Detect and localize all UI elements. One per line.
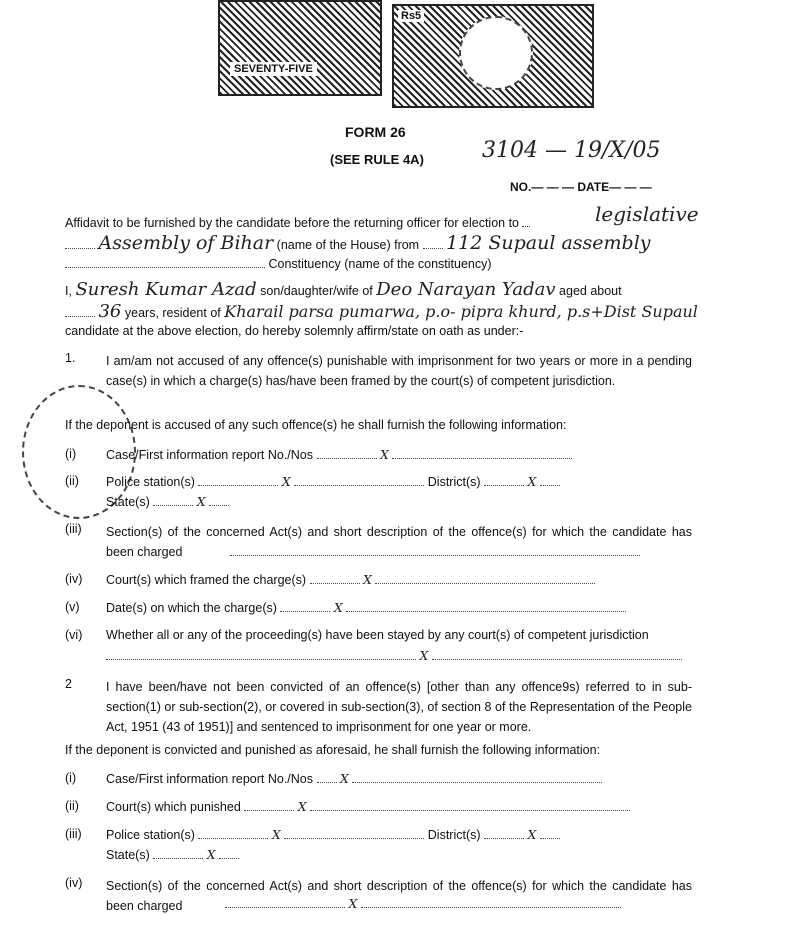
s1-item-num: (iii) [65,522,82,536]
section1-number: 1. [65,351,76,365]
s2-court-punished-field: Court(s) which punished X [106,799,630,815]
s1-section-act-dots [230,543,640,561]
residence-line: 36 years, resident of Kharail parsa pumarwa, p.o- pipra khurd, p.s+Dist Supaul [65,304,698,321]
s1-date-field: Date(s) on which the charge(s) X [106,600,626,616]
affidavit-intro-line: Affidavit to be furnished by the candidate before the returning officer for election to [65,215,530,231]
section2-text: I have been/have not been convicted of an offence(s) [other than any offence9s) referred to in sub-section(1) or sub-section(2), or covered in sub-section(3), of section 8 of the Representation of the People Act, 1951 (43 of 1951)] and sentenced to imprisonment for one year or more. [106,680,692,734]
s1-stay-field: Whether all or any of the proceeding(s) have been stayed by any court(s) of competent jurisdiction [106,628,649,642]
stamp-text: SEVENTY-FIVE [230,62,317,76]
section1-intro: If the deponent is accused of any such offence(s) he shall furnish the following information: [65,418,567,432]
s1-court-field: Court(s) which framed the charge(s) X [106,572,595,588]
s2-state-field: State(s) X [106,847,239,863]
court-fee-stamp-left [218,0,382,96]
oath-line: candidate at the above election, do hereby solemnly affirm/state on oath as under:- [65,324,524,338]
constituency-line: Constituency (name of the constituency) [65,256,492,272]
rule-reference: (SEE RULE 4A) [330,152,424,167]
house-name-line: Assembly of Bihar (name of the House) from 112 Supaul assembly [65,236,651,253]
s2-section-act-field: Section(s) of the concerned Act(s) and short description of the offence(s) for which the candidate has been charged [106,879,692,913]
s2-item-num: (ii) [65,799,79,813]
deponent-name-line: I, Suresh Kumar Azad son/daughter/wife of Deo Narayan Yadav aged about [65,279,622,300]
handwritten-reference: 3104 — 19/X/05 [482,138,661,163]
s1-section-act-field: Section(s) of the concerned Act(s) and short description of the offence(s) for which the candidate has been charged [106,525,692,559]
no-date-field: NO.— — — DATE— — — [510,180,652,194]
form-title: FORM 26 [345,124,406,140]
stamp-value: Rs5 [398,10,424,22]
s2-section-act-dots: X [225,896,621,912]
s1-case-fir-field: Case/First information report No./Nos X [106,447,572,463]
s2-item-num: (i) [65,771,77,785]
s2-item-num: (iv) [65,876,83,890]
house-type-handwritten: legislative [595,202,699,226]
s1-item-num: (v) [65,600,80,614]
s1-item-num: (ii) [65,474,79,488]
s1-state-field: State(s) X [106,494,229,510]
s1-item-num: (iv) [65,572,83,586]
seal-icon [459,16,533,90]
s2-item-num: (iii) [65,827,82,841]
s1-item-num: (vi) [65,628,83,642]
section2-intro: If the deponent is convicted and punished as aforesaid, he shall furnish the following information: [65,743,601,757]
s1-police-station-field: Police station(s) X District(s) X [106,474,560,490]
s1-item-num: (i) [65,447,77,461]
s2-police-station-field: Police station(s) X District(s) X [106,827,560,843]
s2-case-fir-field: Case/First information report No./Nos X [106,771,602,787]
s1-stay-dots: X [106,648,682,664]
section2-number: 2 [65,677,72,691]
court-fee-stamp-right [392,4,594,108]
section1-text: I am/am not accused of any offence(s) punishable with imprisonment for two years or more in a pending case(s) in which a charge(s) has/have been framed by the court(s) of competent jurisdiction. [106,354,692,388]
